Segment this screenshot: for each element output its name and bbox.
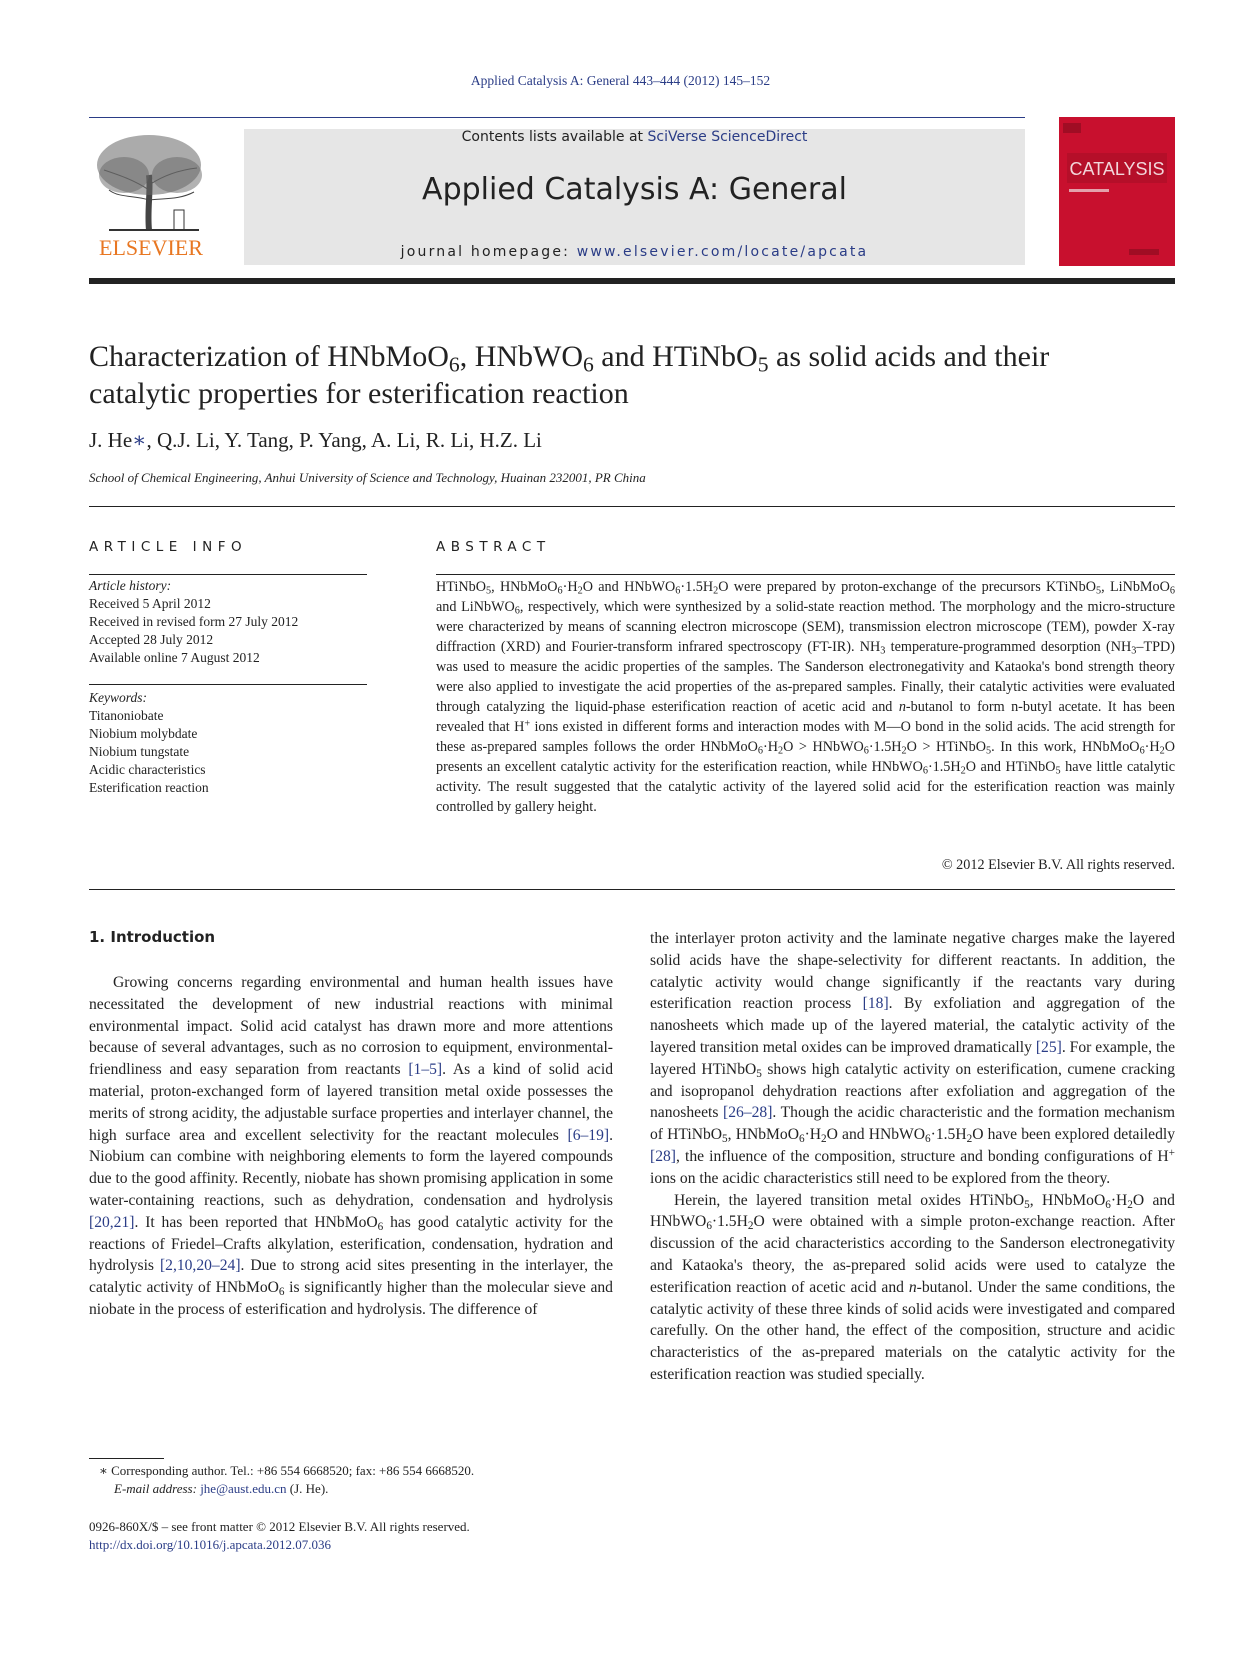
email-label: E-mail address: xyxy=(114,1481,197,1496)
elsevier-tree-icon xyxy=(89,130,214,270)
divider xyxy=(89,889,1175,890)
doi-link[interactable]: http://dx.doi.org/10.1016/j.apcata.2012.07.036 xyxy=(89,1537,332,1552)
history-received: Received 5 April 2012 xyxy=(89,596,211,611)
intro-paragraph: Growing concerns regarding environmental and human health issues have necessitated the development of new industrial reactions with minimal environmental impact. Solid acid catalyst has drawn more and more attentions because of several advantages, such as no corrosion to equipment, environmental-friendliness and easy separation from reactants [1–5]. As a kind of solid acid material, proton-exchanged form of layered transition metal oxide possesses the merits of strong acidity, the adjustable surface properties and interlayer channel, the high surface area and excellent selectivity for the reactant molecules [6–19]. Niobium can combine with neighboring elements to form the layered compounds due to the good affinity. Recently, niobate has shown promising application in some water-containing reactions, such as dehydration, condensation and hydrolysis [20,21]. It has been reported that HNbMoO$_6$ has good catalytic activity for the reactions of Friedel–Crafts alkylation, esterification, condensation, hydration and hydrolysis [2,10,20–24]. Due to strong acid sites presenting in the interlayer, the catalytic activity of HNbMoO$_6$ is significantly higher than the molecular sieve and niobate in the process of esterification and hydrolysis. The difference of xyxy=(89,974,613,1318)
citation-link[interactable]: [26–28] xyxy=(723,1104,773,1122)
corresponding-author: J. He xyxy=(89,428,133,452)
citation-link[interactable]: [20,21] xyxy=(89,1213,135,1231)
citation-link[interactable]: [6–19] xyxy=(567,1126,610,1144)
divider xyxy=(89,684,367,685)
journal-reference[interactable]: Applied Catalysis A: General 443–444 (2012) 145–152 xyxy=(470,73,771,88)
footnote-text: Corresponding author. Tel.: +86 554 6668520; fax: +86 554 6668520. xyxy=(107,1463,475,1478)
corresponding-author-footnote xyxy=(89,1462,613,1498)
citation-link[interactable]: [28] xyxy=(650,1147,676,1165)
cover-title: CATALYSIS xyxy=(1069,159,1165,179)
keyword-item: Titanoniobate xyxy=(89,708,164,723)
journal-homepage-line xyxy=(244,244,1025,260)
abstract-text: HTiNbO$_5$, $HNbMoO_6\cdot H_2O$ and $HNbWO_6\cdot 1.5H_2O$ were prepared by proton-exchange of the precursors KTiNbO$_5$, LiNbMoO$_6$ and LiNbWO$_6$, respectively, which were synthesized by a solid-state reaction method. The morphology and the micro-structure were characterized by means of scanning electron microscope (SEM), transmission electron microscope (TEM), powder X-ray diffraction (XRD) and Fourier-transform infrared spectroscopy (FT-IR). $NH_3$ temperature-programmed desorption $(NH_3-TPD)$ was used to measure the acidic properties of the samples. The Sanderson electronegativity and Kataoka's bond strength theory were also applied to investigate the acid properties of the as-prepared samples. Finally, their catalytic activities were evaluated through catalyzing the liquid-phase esterification reaction of acetic acid and n-butanol to form n-butyl acetate. It has been revealed that H+ ions existed in different forms and interaction modes with M—O bond in the solid acids. The acid strength for these as-prepared samples follows the order $HNbMoO_6\cdot H_2O$ > $HNbWO_6\cdot 1.5H_2O$ > HTiNbO$_5$. In this work, $HNbMoO_6\cdot H_2O$ presents an excellent catalytic activity for the esterification reaction, while $HNbWO_6\cdot 1.5H_2O$ and HTiNbO$_5$ have little catalytic activity. The result suggested that the catalytic activity of the layered solid acid for the esterification reaction was mainly controlled by gallery height. xyxy=(436,579,1176,815)
keywords xyxy=(89,689,367,797)
history-label: Article history: xyxy=(89,578,172,593)
keywords-label: Keywords: xyxy=(89,690,147,705)
paper-title: Characterization of HNbMoO$_6$, HNbWO$_6$ and HTiNbO$_5$ as solid acids and their catalytic properties for esterification reaction xyxy=(89,340,1050,410)
journal-cover-icon xyxy=(1059,117,1175,266)
history-online: Available online 7 August 2012 xyxy=(89,650,260,665)
sciencedirect-link[interactable]: SciVerse ScienceDirect xyxy=(647,129,808,145)
elsevier-logo xyxy=(89,130,214,270)
footnote-mark: ∗ xyxy=(99,1463,108,1478)
front-matter xyxy=(89,1518,789,1554)
co-authors: , Q.J. Li, Y. Tang, P. Yang, A. Li, R. Li, H.Z. Li xyxy=(146,428,542,452)
citation-link[interactable]: [1–5] xyxy=(408,1061,443,1079)
affiliation: School of Chemical Engineering, Anhui University of Science and Technology, Huainan 232001, PR China xyxy=(89,470,646,485)
homepage-prefix: journal homepage: xyxy=(400,244,577,260)
homepage-link[interactable]: www.elsevier.com/locate/apcata xyxy=(576,244,869,260)
citation-link[interactable]: [18] xyxy=(862,995,889,1013)
article-history xyxy=(89,577,367,667)
header-rule xyxy=(89,117,1025,118)
corresponding-author-mark[interactable]: ∗ xyxy=(132,428,147,452)
keyword-item: Esterification reaction xyxy=(89,780,209,795)
history-accepted: Accepted 28 July 2012 xyxy=(89,632,214,647)
body-column-left xyxy=(89,972,613,1321)
copyright-notice: © 2012 Elsevier B.V. All rights reserved. xyxy=(941,857,1175,873)
divider xyxy=(89,506,1175,507)
elsevier-wordmark: ELSEVIER xyxy=(99,235,203,260)
citation-link[interactable]: [2,10,20–24] xyxy=(159,1257,241,1275)
article-info-heading: ARTICLE INFO xyxy=(89,539,248,555)
section-heading-introduction: 1. Introduction xyxy=(89,928,216,946)
intro-paragraph-continued: the interlayer proton activity and the laminate negative charges make the layered solid acids have the shape-selectivity for different reactants. In addition, the catalytic activity would change significantly if the reactants vary during esterification reaction process [18]. By exfoliation and aggregation of the nanosheets which made up of the layered material, the catalytic activity of the layered transition metal oxides can be improved dramatically [25]. For example, the layered HTiNbO$_5$ shows high catalytic activity on esterification, cumene cracking and isopropanol dehydration reactions after exfoliation and aggregation of the nanosheets [26–28]. Though the acidic characteristic and the formation mechanism of HTiNbO$_5$, $HNbMoO_6\cdot H_2O$ and $HNbWO_6\cdot 1.5H_2O$ have been explored detailedly [28], the influence of the composition, structure and bonding configurations of H+ ions on the acidic characteristics still need to be explored from the theory. xyxy=(650,930,1176,1187)
history-revised: Received in revised form 27 July 2012 xyxy=(89,614,299,629)
citation-link[interactable]: [25] xyxy=(1035,1038,1062,1056)
footnote-rule xyxy=(89,1458,164,1459)
body-column-right xyxy=(650,928,1175,1386)
issn-line: 0926-860X/$ – see front matter © 2012 Elsevier B.V. All rights reserved. xyxy=(89,1519,470,1534)
contents-prefix: Contents lists available at xyxy=(461,129,648,145)
journal-title: Applied Catalysis A: General xyxy=(422,172,847,207)
email-link[interactable]: jhe@aust.edu.cn xyxy=(200,1481,287,1496)
contents-line xyxy=(244,129,1025,145)
abstract-heading: ABSTRACT xyxy=(436,539,551,555)
keyword-item: Niobium molybdate xyxy=(89,726,198,741)
divider xyxy=(436,574,1175,575)
keyword-item: Niobium tungstate xyxy=(89,744,190,759)
divider xyxy=(89,574,367,575)
journal-cover-image xyxy=(1059,117,1175,266)
email-suffix: (J. He). xyxy=(286,1481,329,1496)
intro-paragraph: Herein, the layered transition metal oxides HTiNbO$_5$, $HNbMoO_6\cdot H_2O$ and $HNbWO_6\cdot 1.5H_2O$ were obtained with a simple proton-exchange reaction. After discussion of the acid characteristics according to the Sanderson electronegativity and Kataoka's theory, the as-prepared solid acids were used to catalyze the esterification reaction of acetic acid and n-butanol. Under the same conditions, the catalytic activity of these three kinds of solid acids were investigated and compared carefully. On the other hand, the effect of the composition, structure and acidic characteristics of the as-prepared materials on the catalytic activity for the esterification reaction was studied specially. xyxy=(650,1191,1176,1383)
author-list xyxy=(89,428,542,453)
header-thick-rule xyxy=(89,278,1175,284)
keyword-item: Acidic characteristics xyxy=(89,762,206,777)
